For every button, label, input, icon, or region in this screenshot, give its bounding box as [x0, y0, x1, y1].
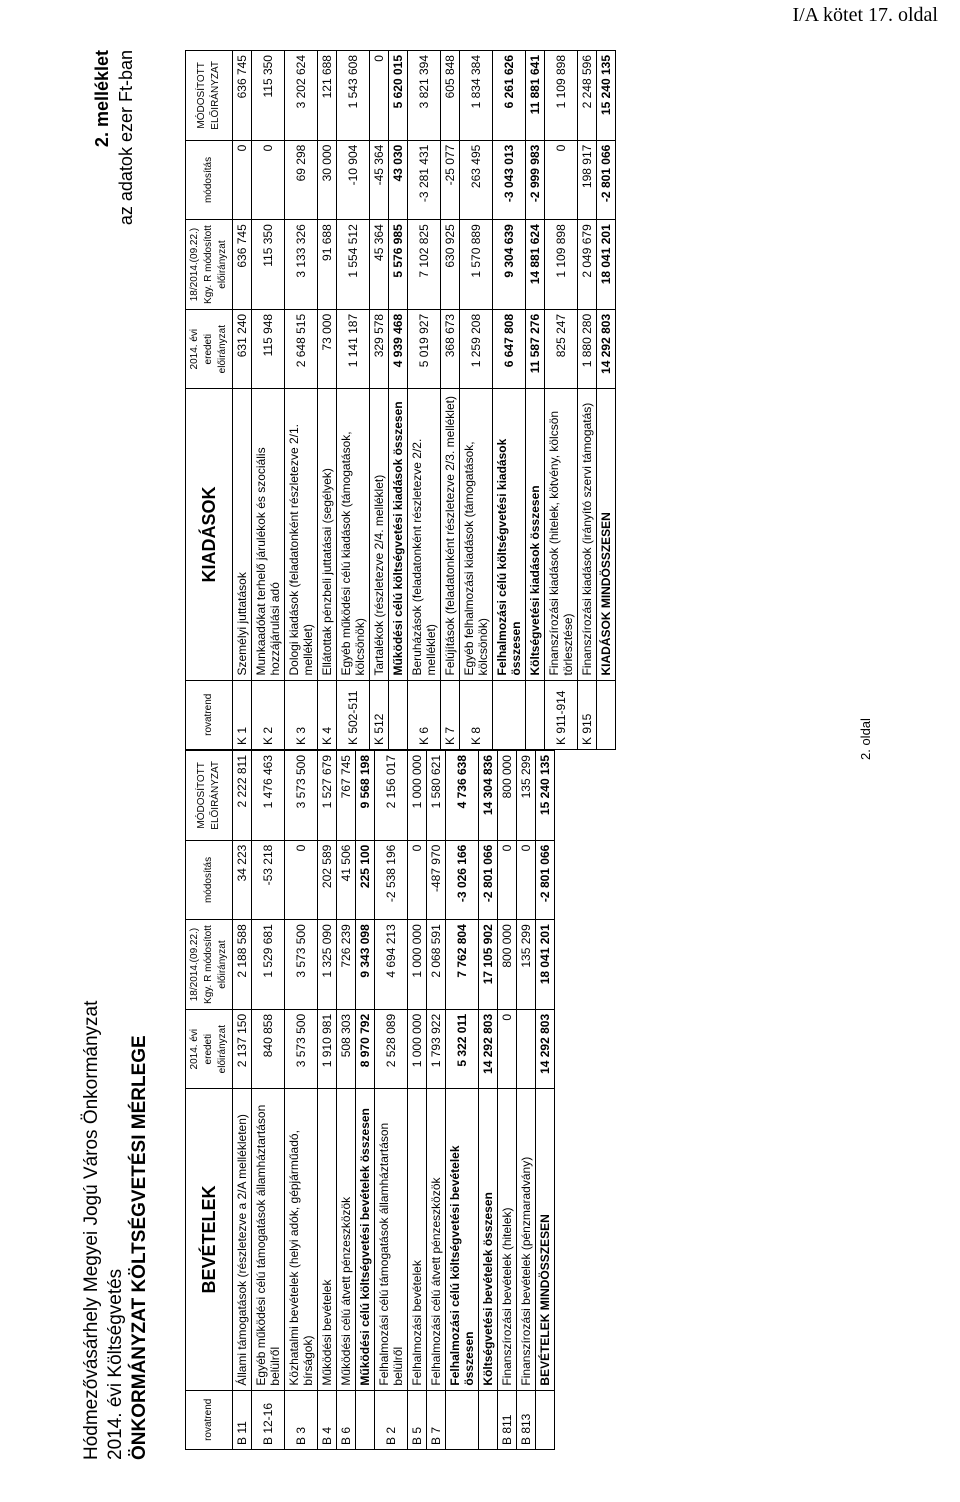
- kiadasok-heading: KIADÁSOK: [186, 389, 233, 680]
- rovat-code: [597, 680, 616, 749]
- value-mod-kgy: 135 299: [517, 920, 536, 1010]
- value-orig: 631 240: [233, 309, 252, 389]
- value-modositott: 1 580 621: [427, 751, 446, 841]
- table-row: [252, 751, 285, 1450]
- value-mod-kgy: 636 745: [233, 220, 252, 310]
- rovat-code: B 5: [408, 1390, 427, 1449]
- rovat-code: K 1: [233, 680, 252, 749]
- value-modositott: 115 350: [252, 51, 285, 141]
- rotated-sheet: [70, 50, 940, 1480]
- table-row: [233, 51, 252, 750]
- rovat-code: K 512: [370, 680, 389, 749]
- value-modositas: -3 026 166: [446, 840, 479, 920]
- row-label: Működési célú költségvetési kiadások összesen: [389, 389, 408, 680]
- value-modositott: 2 248 596: [578, 51, 597, 141]
- value-orig: 14 292 803: [536, 1009, 555, 1089]
- value-mod-kgy: 2 068 591: [427, 920, 446, 1010]
- value-orig: 5 322 011: [446, 1009, 479, 1089]
- col-modositott: MÓDOSÍTOTT ELŐIRÁNYZAT: [186, 751, 233, 841]
- row-label: Felhalmozási célú költségvetési bevételek összesen: [446, 1089, 479, 1390]
- value-modositas: 30 000: [318, 140, 337, 220]
- row-label: BEVÉTELEK MINDÖSSZESEN: [536, 1089, 555, 1390]
- value-orig: 368 673: [441, 309, 460, 389]
- table-row: [285, 751, 318, 1450]
- value-orig: 1 910 981: [318, 1009, 337, 1089]
- value-orig: 4 939 468: [389, 309, 408, 389]
- value-modositott: 2 222 811: [233, 751, 252, 841]
- value-modositott: 1 834 384: [460, 51, 493, 141]
- melleklet-label: 2. melléklet: [92, 50, 112, 148]
- value-modositott: 636 745: [233, 51, 252, 141]
- value-mod-kgy: 91 688: [318, 220, 337, 310]
- row-label: Működési bevételek: [318, 1089, 337, 1390]
- value-orig: 8 970 792: [356, 1009, 375, 1089]
- value-orig: 14 292 803: [597, 309, 616, 389]
- value-mod-kgy: 1 570 889: [460, 220, 493, 310]
- table-row: [370, 51, 389, 750]
- value-orig: 825 247: [545, 309, 578, 389]
- value-modositott: 3 821 394: [408, 51, 441, 141]
- value-mod-kgy: 14 881 624: [526, 220, 545, 310]
- rovat-code: B 6: [337, 1390, 356, 1449]
- col-orig: 2014. évi eredeti előirányzat: [186, 309, 233, 389]
- row-label: Finanszírozási bevételek (hitelek): [498, 1089, 517, 1390]
- value-orig: 1 793 922: [427, 1009, 446, 1089]
- value-modositott: 4 736 638: [446, 751, 479, 841]
- value-modositott: 5 620 015: [389, 51, 408, 141]
- right-note: [90, 50, 138, 225]
- value-mod-kgy: 1 554 512: [337, 220, 370, 310]
- table-row: [498, 751, 517, 1450]
- value-modositas: 225 100: [356, 840, 375, 920]
- row-label: Felhalmozási célú átvett pénzeszközök: [427, 1089, 446, 1390]
- table-row: [389, 51, 408, 750]
- value-modositas: -487 970: [427, 840, 446, 920]
- value-orig: 14 292 803: [479, 1009, 498, 1089]
- unit-label: az adatok ezer Ft-ban: [116, 50, 136, 226]
- rovat-code: [536, 1390, 555, 1449]
- value-modositott: 9 568 198: [356, 751, 375, 841]
- value-orig: 1 000 000: [408, 1009, 427, 1089]
- value-mod-kgy: 1 109 898: [545, 220, 578, 310]
- value-modositas: -2 999 983: [526, 140, 545, 220]
- value-modositott: 3 573 500: [285, 751, 318, 841]
- table-row: [427, 751, 446, 1450]
- rovat-code: [479, 1390, 498, 1449]
- rovat-code: B 11: [233, 1390, 252, 1449]
- value-modositas: 0: [252, 140, 285, 220]
- table-row: [526, 51, 545, 750]
- row-label: KIADÁSOK MINDÖSSZESEN: [597, 389, 616, 680]
- value-orig: 3 573 500: [285, 1009, 318, 1089]
- rovat-code: K 911-914: [545, 680, 578, 749]
- value-orig: 2 528 089: [375, 1009, 408, 1089]
- row-label: Beruházások (feladatonként részletezve 2/2. melléklet): [408, 389, 441, 680]
- value-modositott: 800 000: [498, 751, 517, 841]
- bevetelek-heading: BEVÉTELEK: [186, 1089, 233, 1390]
- value-modositott: 121 688: [318, 51, 337, 141]
- table-row: [318, 751, 337, 1450]
- value-modositas: -3 281 431: [408, 140, 441, 220]
- col-orig: 2014. évi eredeti előirányzat: [186, 1009, 233, 1089]
- value-modositott: 1 543 608: [337, 51, 370, 141]
- row-label: Felhalmozási bevételek: [408, 1089, 427, 1390]
- col-mod-kgy: 18/2014.(09.22.) Kgy. R módosított előirányzat: [186, 220, 233, 310]
- value-mod-kgy: 3 133 326: [285, 220, 318, 310]
- rovat-code: K 6: [408, 680, 441, 749]
- value-mod-kgy: 115 350: [252, 220, 285, 310]
- value-mod-kgy: 2 188 588: [233, 920, 252, 1010]
- page-footer: 2. oldal: [858, 718, 873, 760]
- title-line1: Hódmezővásárhely Megyei Jogú Város Önkormányzat: [81, 1000, 102, 1460]
- value-modositott: 1 527 679: [318, 751, 337, 841]
- row-label: Egyéb működési célú támogatások államháztartáson belülről: [252, 1089, 285, 1390]
- table-row: [446, 751, 479, 1450]
- rovat-code: B 3: [285, 1390, 318, 1449]
- value-mod-kgy: 7 102 825: [408, 220, 441, 310]
- value-orig: 73 000: [318, 309, 337, 389]
- table-row: [337, 751, 356, 1450]
- value-orig: 840 858: [252, 1009, 285, 1089]
- value-modositas: 0: [545, 140, 578, 220]
- table-row: [252, 51, 285, 750]
- table-row: [408, 751, 427, 1450]
- rovat-code: B 2: [375, 1390, 408, 1449]
- value-orig: 1 259 208: [460, 309, 493, 389]
- value-modositas: 0: [517, 840, 536, 920]
- value-orig: 329 578: [370, 309, 389, 389]
- value-modositas: 0: [408, 840, 427, 920]
- row-label: Működési célú átvett pénzeszközök: [337, 1089, 356, 1390]
- value-mod-kgy: 18 041 201: [536, 920, 555, 1010]
- value-orig: 0: [498, 1009, 517, 1089]
- value-modositas: -10 904: [337, 140, 370, 220]
- value-modositas: 0: [498, 840, 517, 920]
- value-modositas: 69 298: [285, 140, 318, 220]
- rovat-code: [526, 680, 545, 749]
- value-mod-kgy: 800 000: [498, 920, 517, 1010]
- table-row: [233, 751, 252, 1450]
- value-modositott: 767 745: [337, 751, 356, 841]
- value-mod-kgy: 1 000 000: [408, 920, 427, 1010]
- value-orig: 11 587 276: [526, 309, 545, 389]
- value-modositott: 1 000 000: [408, 751, 427, 841]
- rovat-code: K 502-511: [337, 680, 370, 749]
- value-modositas: -2 538 196: [375, 840, 408, 920]
- row-label: Állami támogatások (részletezve a 2/A mellékleten): [233, 1089, 252, 1390]
- table-row: [517, 751, 536, 1450]
- row-label: Személyi juttatások: [233, 389, 252, 680]
- value-modositott: 6 261 626: [493, 51, 526, 141]
- table-row: [545, 51, 578, 750]
- value-modositott: 11 881 641: [526, 51, 545, 141]
- value-modositott: 14 304 836: [479, 751, 498, 841]
- col-modositas: módosítás: [186, 140, 233, 220]
- value-orig: 5 019 927: [408, 309, 441, 389]
- value-modositott: 1 476 463: [252, 751, 285, 841]
- table-row: [408, 51, 441, 750]
- value-modositas: -53 218: [252, 840, 285, 920]
- value-mod-kgy: 1 529 681: [252, 920, 285, 1010]
- row-label: Finanszírozási kiadások (hitelek, kötvény, kölcsön törlesztése): [545, 389, 578, 680]
- value-mod-kgy: 9 304 639: [493, 220, 526, 310]
- value-modositott: 605 848: [441, 51, 460, 141]
- value-mod-kgy: 5 576 985: [389, 220, 408, 310]
- kiadasok-table: [185, 50, 616, 750]
- value-mod-kgy: 3 573 500: [285, 920, 318, 1010]
- row-label: Ellátottak pénzbeli juttatásai (segélyek): [318, 389, 337, 680]
- title-line3: ÖNKORMÁNYZAT KÖLTSÉGVETÉSI MÉRLEGE: [129, 1035, 150, 1460]
- col-mod-kgy: 18/2014.(09.22.) Kgy. R módosított előirányzat: [186, 920, 233, 1010]
- rovat-code: [493, 680, 526, 749]
- rovat-code: B 813: [517, 1390, 536, 1449]
- value-modositas: 263 495: [460, 140, 493, 220]
- col-rovatrend: rovatrend: [186, 680, 233, 749]
- value-mod-kgy: 18 041 201: [597, 220, 616, 310]
- row-label: Költségvetési bevételek összesen: [479, 1089, 498, 1390]
- value-orig: 1 880 280: [578, 309, 597, 389]
- row-label: Közhatalmi bevételek (helyi adók, gépjárműadó, bírságok): [285, 1089, 318, 1390]
- value-modositott: 1 109 898: [545, 51, 578, 141]
- value-modositas: -2 801 066: [597, 140, 616, 220]
- rovat-code: K 2: [252, 680, 285, 749]
- col-modositas: módosítás: [186, 840, 233, 920]
- value-modositott: 2 156 017: [375, 751, 408, 841]
- rovat-code: K 4: [318, 680, 337, 749]
- value-modositas: 202 589: [318, 840, 337, 920]
- balance-tables: [185, 50, 905, 1450]
- row-label: Dologi kiadások (feladatonként részletezve 2/1. melléklet): [285, 389, 318, 680]
- value-mod-kgy: 9 343 098: [356, 920, 375, 1010]
- value-modositas: 43 030: [389, 140, 408, 220]
- rovat-code: B 4: [318, 1390, 337, 1449]
- value-modositas: -3 043 013: [493, 140, 526, 220]
- value-mod-kgy: 726 239: [337, 920, 356, 1010]
- rovat-code: K 3: [285, 680, 318, 749]
- kiadasok-body: [233, 51, 616, 750]
- table-row: [578, 51, 597, 750]
- row-label: Egyéb felhalmozási kiadások (támogatások, kölcsönök): [460, 389, 493, 680]
- value-orig: 115 948: [252, 309, 285, 389]
- value-modositas: -2 801 066: [479, 840, 498, 920]
- value-orig: 508 303: [337, 1009, 356, 1089]
- value-modositas: 41 506: [337, 840, 356, 920]
- rovat-code: K 915: [578, 680, 597, 749]
- row-label: Finanszírozási kiadások (irányító szervi támogatás): [578, 389, 597, 680]
- table-row: [337, 51, 370, 750]
- row-label: Felhalmozási célú költségvetési kiadások összesen: [493, 389, 526, 680]
- rovat-code: [446, 1390, 479, 1449]
- value-orig: 2 137 150: [233, 1009, 252, 1089]
- value-orig: 1 141 187: [337, 309, 370, 389]
- value-modositas: -25 077: [441, 140, 460, 220]
- table-row: [375, 751, 408, 1450]
- value-mod-kgy: 7 762 804: [446, 920, 479, 1010]
- value-modositas: -45 364: [370, 140, 389, 220]
- row-label: Finanszírozási bevételek (pénzmaradvány): [517, 1089, 536, 1390]
- value-orig: 2 648 515: [285, 309, 318, 389]
- rovat-code: B 811: [498, 1390, 517, 1449]
- value-modositott: 135 299: [517, 751, 536, 841]
- table-row: [479, 751, 498, 1450]
- rovat-code: K 7: [441, 680, 460, 749]
- value-modositott: 15 240 135: [597, 51, 616, 141]
- bevetelek-body: [233, 751, 555, 1450]
- table-row: [356, 751, 375, 1450]
- value-modositas: 34 223: [233, 840, 252, 920]
- table-row: [318, 51, 337, 750]
- value-mod-kgy: 2 049 679: [578, 220, 597, 310]
- value-mod-kgy: 630 925: [441, 220, 460, 310]
- row-label: Egyéb működési célú kiadások (támogatások, kölcsönök): [337, 389, 370, 680]
- row-label: Tartalékok (részletezve 2/4. melléklet): [370, 389, 389, 680]
- row-label: Felhalmozási célú támogatások államháztartáson belülről: [375, 1089, 408, 1390]
- title-line2: 2014. évi Költségvetés: [105, 1268, 126, 1460]
- value-modositott: 0: [370, 51, 389, 141]
- value-modositas: 198 917: [578, 140, 597, 220]
- value-modositott: 3 202 624: [285, 51, 318, 141]
- page-header: I/A kötet 17. oldal: [792, 4, 938, 26]
- col-rovatrend: rovatrend: [186, 1390, 233, 1449]
- row-label: Felújítások (feladatonként részletezve 2/3. melléklet): [441, 389, 460, 680]
- table-row: [460, 51, 493, 750]
- value-mod-kgy: 17 105 902: [479, 920, 498, 1010]
- value-mod-kgy: 1 325 090: [318, 920, 337, 1010]
- bevetelek-table: [185, 750, 555, 1450]
- value-orig: [517, 1009, 536, 1089]
- rovat-code: K 8: [460, 680, 493, 749]
- rovat-code: [356, 1390, 375, 1449]
- table-row: [441, 51, 460, 750]
- table-row: [536, 751, 555, 1450]
- rovat-code: [389, 680, 408, 749]
- rovat-code: B 12-16: [252, 1390, 285, 1449]
- value-mod-kgy: 45 364: [370, 220, 389, 310]
- col-modositott: MÓDOSÍTOTT ELŐIRÁNYZAT: [186, 51, 233, 141]
- row-label: Munkaadókat terhelő járulékok és szociális hozzájárulási adó: [252, 389, 285, 680]
- rovat-code: B 7: [427, 1390, 446, 1449]
- value-modositott: 15 240 135: [536, 751, 555, 841]
- value-orig: 6 647 808: [493, 309, 526, 389]
- table-row: [597, 51, 616, 750]
- value-modositas: 0: [233, 140, 252, 220]
- row-label: Működési célú költségvetési bevételek összesen: [356, 1089, 375, 1390]
- table-row: [493, 51, 526, 750]
- row-label: Költségvetési kiadások összesen: [526, 389, 545, 680]
- value-modositas: -2 801 066: [536, 840, 555, 920]
- table-row: [285, 51, 318, 750]
- titles: [80, 1001, 152, 1460]
- value-mod-kgy: 4 694 213: [375, 920, 408, 1010]
- value-modositas: 0: [285, 840, 318, 920]
